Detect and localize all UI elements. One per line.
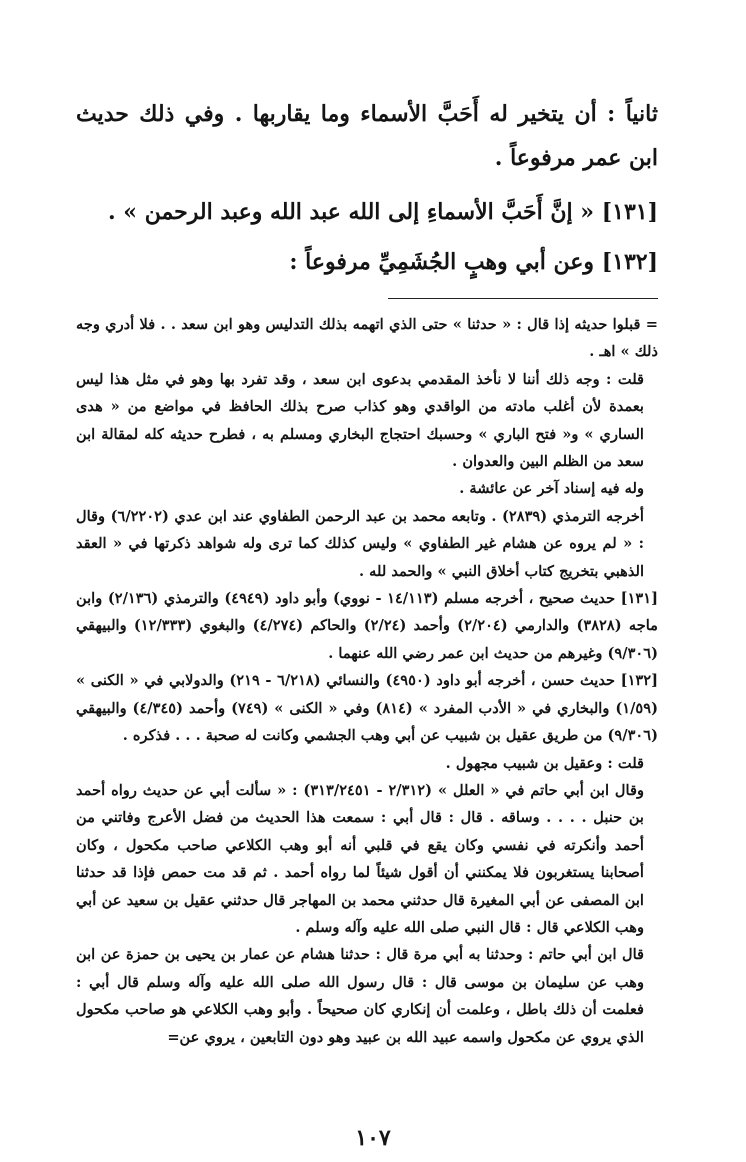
footnote-continuation: = قبلوا حديثه إذا قال : « حدثنا » حتى الذي اتهمه بذلك التدليس وهو ابن سعد . . فلا أدري وجه ذلك » اهـ .: [76, 316, 658, 361]
footnote-divider: [388, 298, 658, 299]
footnote-paragraph: قلت : وعقيل بن شبيب مجهول .: [445, 754, 644, 772]
footnote-paragraph: أخرجه الترمذي (٢٨٣٩) . وتابعه محمد بن عبد الرحمن الطفاوي عند ابن عدي (٦/٢٢٠٢) وقال : « لم يروه عن هشام غير الطفاوي » وليس كذلك كما ترى وله شواهد ذكرتها في « العقد الذهبي بتخريج كتاب أخلاق النبي » والحمد لله .: [76, 507, 644, 580]
paragraph-secondly: ثانياً : أن يتخير له أَحَبَّ الأسماء وما يقاربها . وفي ذلك حديث ابن عمر مرفوعاً .: [76, 101, 658, 171]
footnote-paragraph: قلت : وجه ذلك أننا لا نأخذ المقدمي بدعوى ابن سعد ، وقد تفرد بها وهو في مثل هذا ليس بعمدة لأن أغلب مادته من الواقدي وهو كذاب صرح بذلك الحافظ في مواضع من « هدى الساري » و« فتح الباري » وحسبك احتجاج البخاري ومسلم به ، فطرح حديثه كله لمقالة ابن سعد من الظلم البين والعدوان .: [76, 370, 644, 471]
page-number: ١٠٧: [355, 1125, 391, 1151]
footnotes: [76, 311, 658, 1051]
footnote-132: [١٣٢] حديث حسن ، أخرجه أبو داود (٤٩٥٠) والنسائي (٦/٢١٨ - ٢١٩) والدولابي في « الكنى » (١/٥٩) والبخاري في « الأدب المفرد » (٨١٤) وفي « الكنى » (٧٤٩) وأحمد (٤/٣٤٥) والبيهقي (٩/٣٠٦) من طريق عقيل بن شبيب عن أبي وهب الجشمي وكانت له صحبة . . . فذكره .: [76, 672, 658, 745]
page-body: [76, 92, 658, 1051]
footnote-paragraph: وقال ابن أبي حاتم في « العلل » (٢/٣١٢ - ٣١٣/٢٤٥١) : « سألت أبي عن حديث رواه أحمد بن حنبل . . . . وساقه . قال : قال أبي : سمعت هذا الحديث من فضل الأعرج وفاتني من أحمد وأنكرته في نفسي وكان يقع في قلبي أنه أبو وهب الكلاعي صاحب مكحول ، وكان أصحابنا يستغربون فلا يمكنني أن أقول شيئاً لما رواه أحمد . ثم قد مت حمص فإذا قد حدثنا ابن المصفى عن أبي المغيرة قال حدثني محمد بن المهاجر قال حدثني عقيل بن سعيد عن أبي وهب الكلاعي قال : قال النبي صلى الله عليه وآله وسلم .: [76, 781, 644, 936]
footnote-paragraph: قال ابن أبي حاتم : وحدثنا به أبي مرة قال : حدثنا هشام عن عمار بن يحيى بن حمزة عن ابن وهب عن سليمان بن موسى قال : قال رسول الله صلى الله عليه وآله وسلم قال أبي : فعلمت أن ذلك باطل ، وعلمت أن إنكاري كان صحيحاً . وأبو وهب الكلاعي هو صاحب مكحول الذي يروي عن مكحول واسمه عبيد الله بن عبيد وهو دون التابعين ، يروي عن=: [76, 946, 644, 1046]
main-text: [76, 92, 658, 284]
hadith-132: [١٣٢] وعن أبي وهبٍ الجُشَمِيِّ مرفوعاً :: [289, 249, 658, 275]
footnote-paragraph: وله فيه إسناد آخر عن عائشة .: [459, 480, 644, 498]
footnote-131: [١٣١] حديث صحيح ، أخرجه مسلم (١٤/١١٣ - نووي) وأبو داود (٤٩٤٩) والترمذي (٢/١٣٦) وابن ماجه (٣٨٢٨) والدارمي (٢/٢٠٤) وأحمد (٢/٢٤) والحاكم (٤/٢٧٤) والبغوي (١٢/٣٣٣) والبيهقي (٩/٣٠٦) وغيرهم من حديث ابن عمر رضي الله عنهما .: [76, 590, 658, 662]
hadith-131: [١٣١] « إنَّ أَحَبَّ الأسماءِ إلى الله عبد الله وعبد الرحمن » .: [107, 199, 658, 225]
